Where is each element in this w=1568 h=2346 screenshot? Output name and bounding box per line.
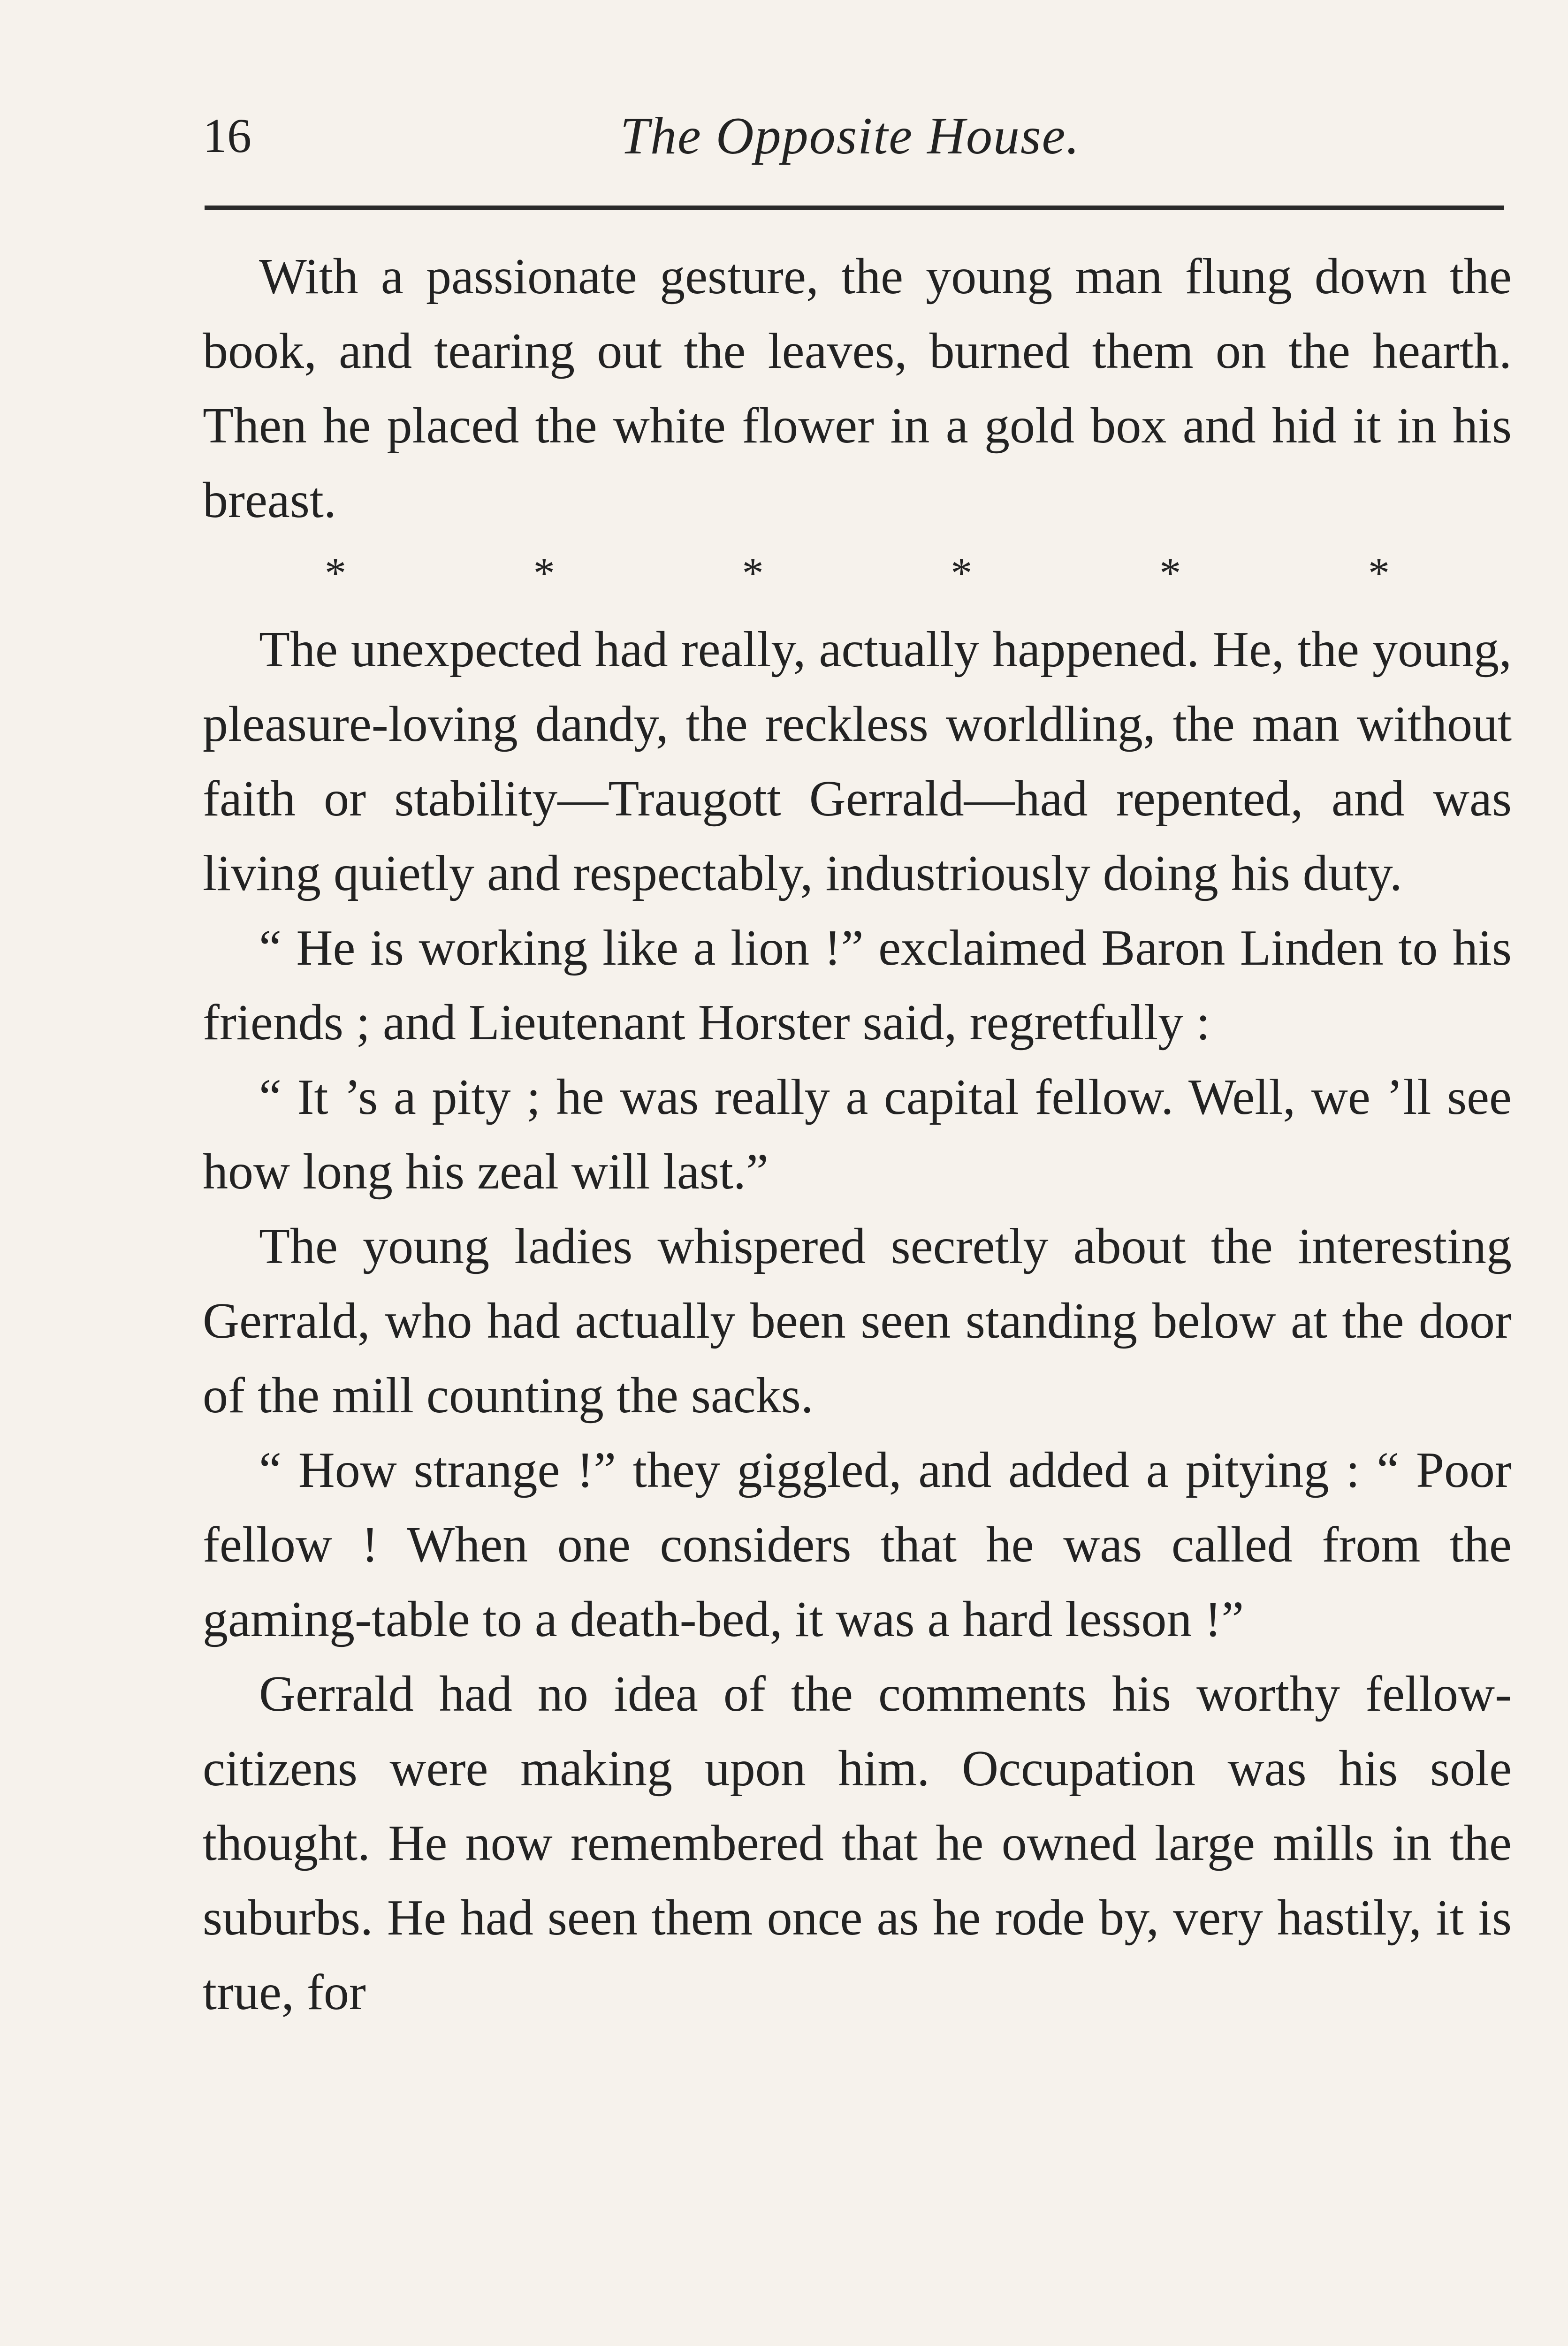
asterisk: *	[325, 549, 346, 597]
body-text	[203, 239, 1512, 2030]
paragraph: Gerrald had no idea of the comments his worthy fellow-citizens were making upon him. Occupation was his sole thought. He now remembered that he owned large mills in the suburbs. He had seen them once as he rode by, very hastily, it is true, for	[203, 1666, 1512, 2020]
paragraph: The unexpected had really, actually happened. He, the young, pleasure-loving dandy, the reckless worldling, the man without faith or stability—Traugott Gerrald—had repented, and was living quietly and respectably, industriously doing his duty.	[203, 622, 1512, 901]
page-number: 16	[203, 109, 251, 163]
asterisk: *	[951, 549, 973, 597]
section-break	[325, 538, 1390, 612]
asterisk: *	[1368, 549, 1390, 597]
paragraph: “ It ’s a pity ; he was really a capital fellow. Well, we ’ll see how long his zeal will last.”	[203, 1069, 1512, 1200]
paragraph: The young ladies whispered secretly about the interesting Gerrald, who had actually been seen standing below at the door of the mill counting the sacks.	[203, 1219, 1512, 1424]
header-rule	[205, 206, 1504, 210]
paragraph: With a passionate gesture, the young man flung down the book, and tearing out the leaves, burned them on the hearth. Then he placed the white flower in a gold box and hid it in his breast.	[203, 249, 1512, 528]
asterisk: *	[1159, 549, 1181, 597]
asterisk: *	[742, 549, 764, 597]
asterisk: *	[533, 549, 555, 597]
page-header	[203, 99, 1498, 174]
paragraph: “ He is working like a lion !” exclaimed Baron Linden to his friends ; and Lieutenant Horster said, regretfully :	[203, 920, 1512, 1051]
running-title: The Opposite House.	[620, 107, 1081, 165]
paragraph: “ How strange !” they giggled, and added a pitying : “ Poor fellow ! When one considers that he was called from the gaming-table to a death-bed, it was a hard lesson !”	[203, 1442, 1512, 1647]
